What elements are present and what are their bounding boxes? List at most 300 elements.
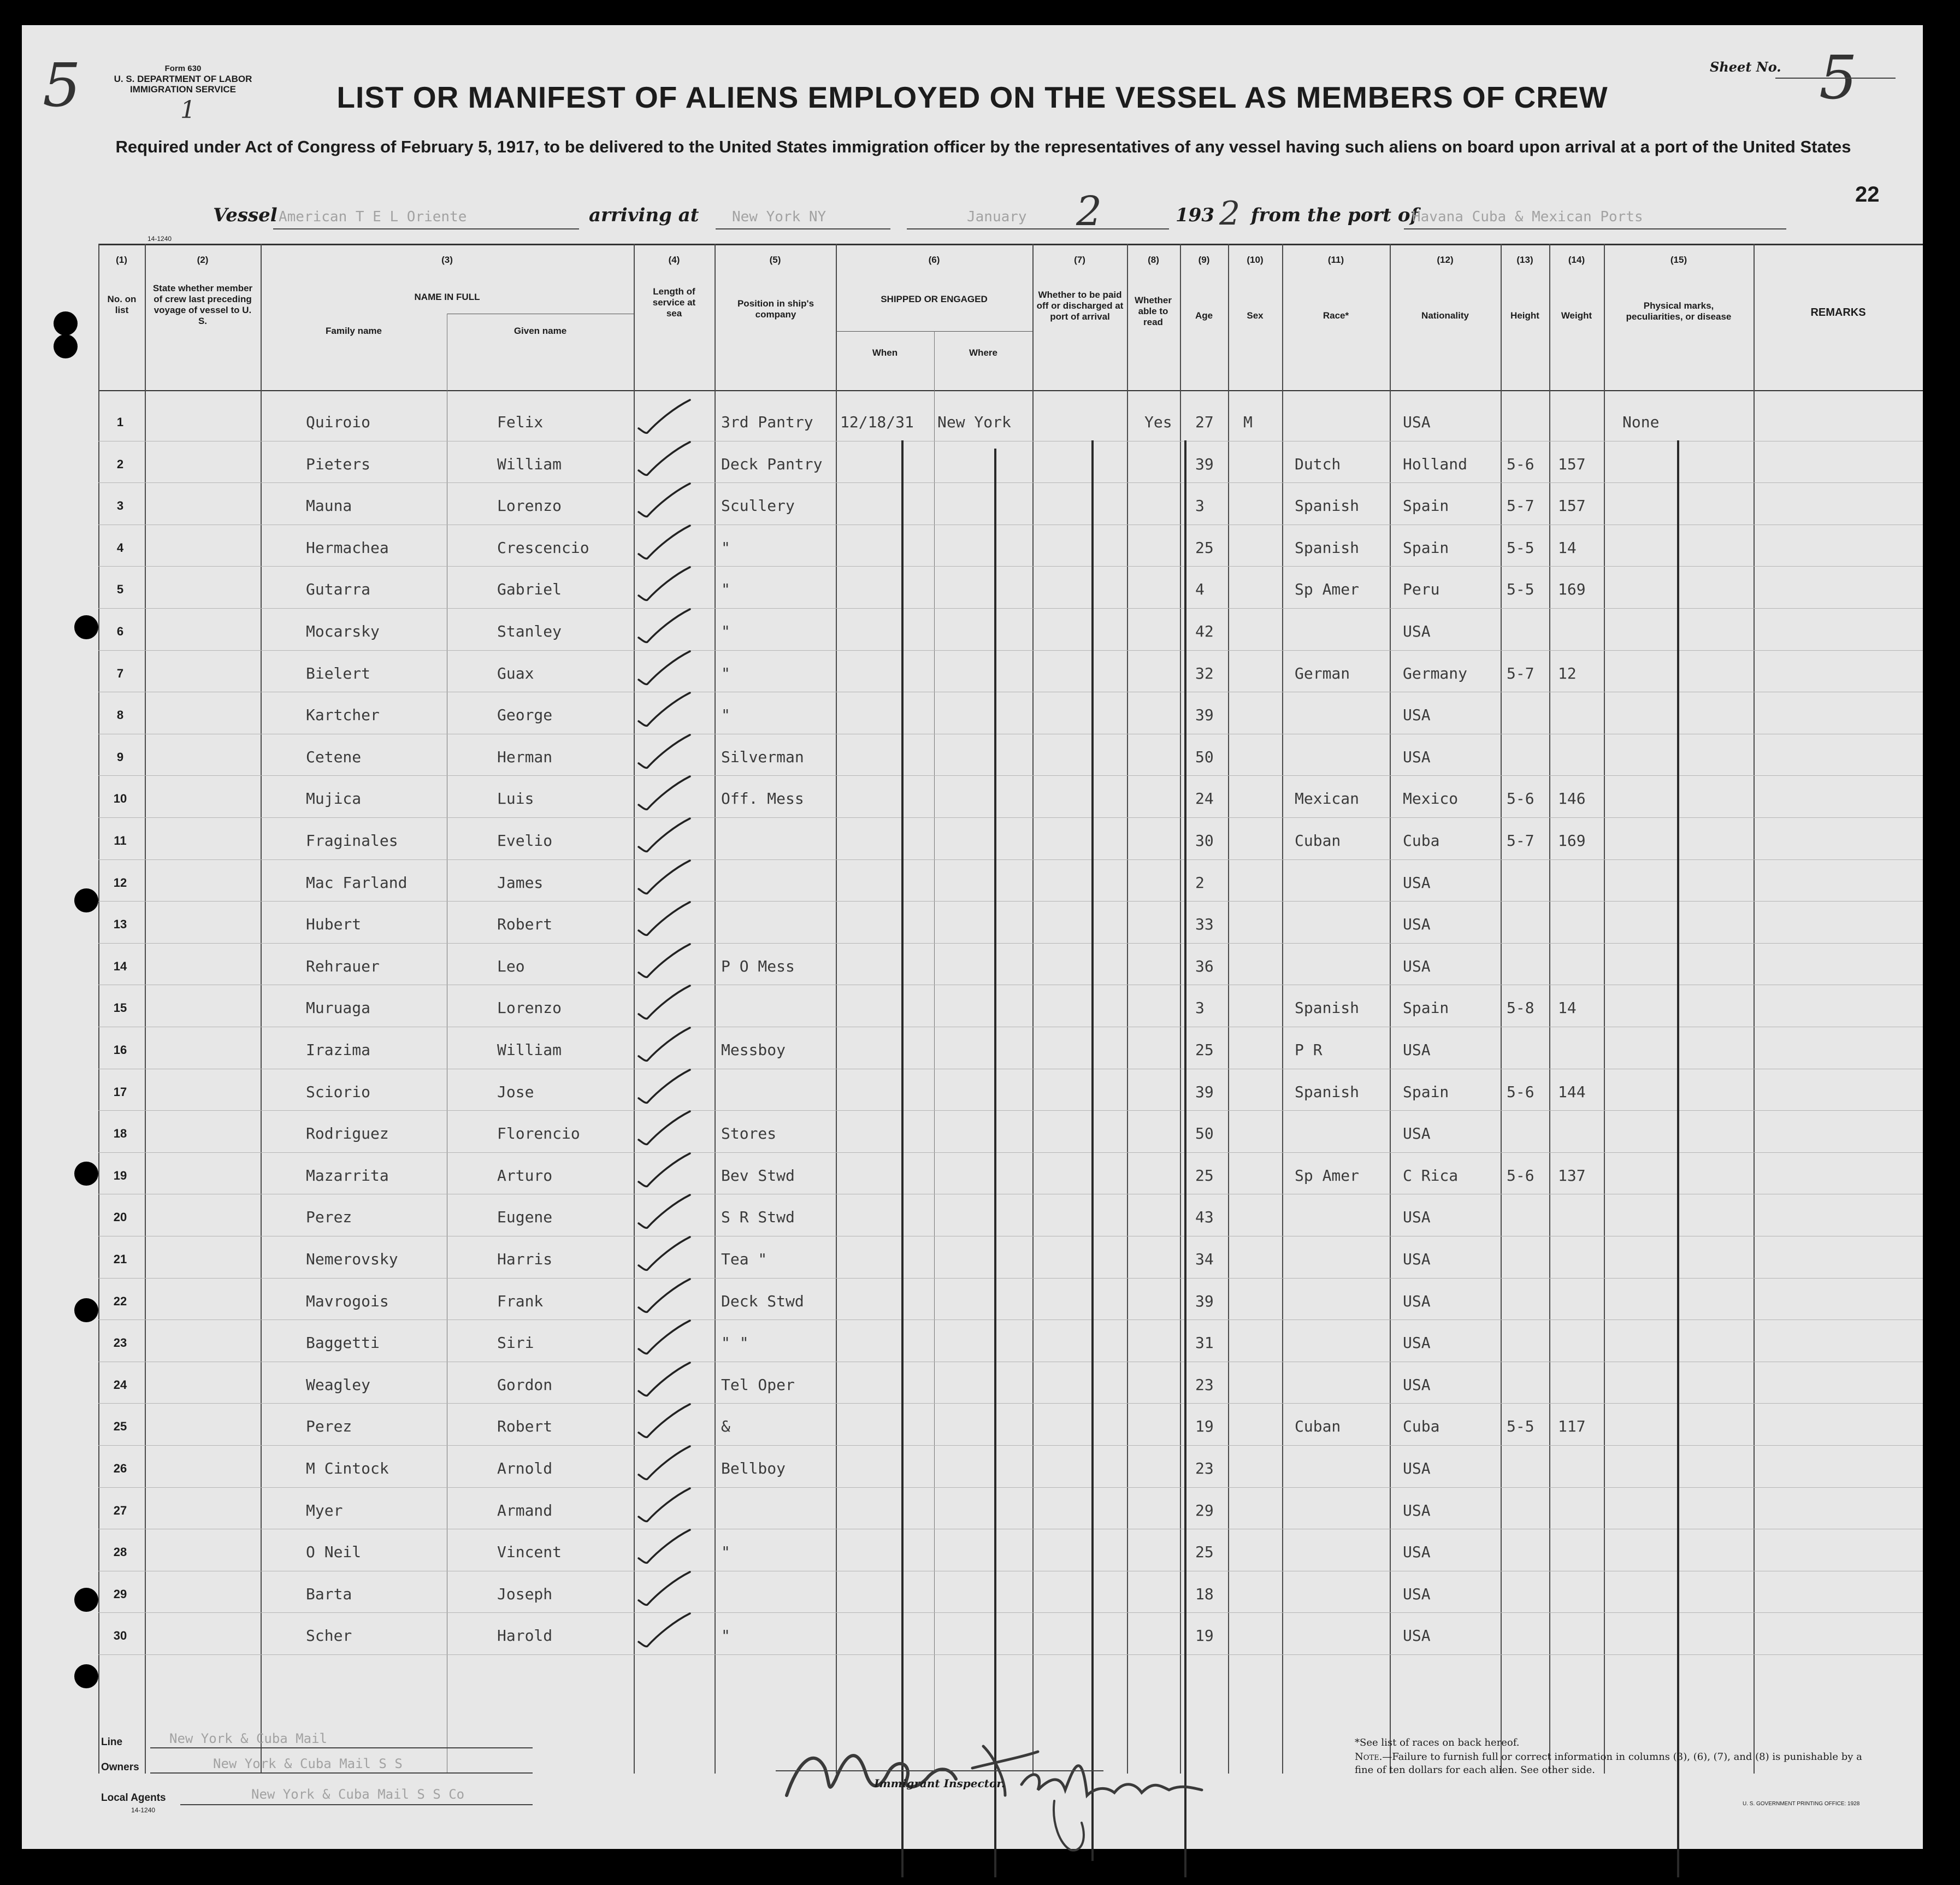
punch-hole <box>74 888 98 912</box>
col4-number: (4) <box>668 255 680 265</box>
col14-number: (14) <box>1568 255 1585 265</box>
table-row <box>22 1156 1923 1197</box>
row-divider <box>98 482 1923 483</box>
service-name: IMMIGRATION SERVICE <box>130 84 236 95</box>
punch-hole <box>74 1298 98 1322</box>
col8-heading: Whether able to read <box>1135 295 1172 327</box>
weight: 169 <box>1558 832 1586 850</box>
row-divider <box>98 650 1923 651</box>
arriving-port: New York NY <box>732 209 826 225</box>
given-name: Arturo <box>497 1166 553 1185</box>
given-name: Armand <box>497 1501 553 1519</box>
row-number: 21 <box>113 1252 127 1266</box>
row-divider <box>98 1152 1923 1153</box>
arrival-day: 2 <box>1076 188 1102 235</box>
check-mark-icon <box>631 522 696 564</box>
col5-heading: Position in ship's company <box>737 298 814 320</box>
races-note: *See list of races on back hereof. <box>1355 1737 1520 1748</box>
row-number: 28 <box>113 1545 127 1559</box>
col1-heading: No. on list <box>107 294 137 315</box>
col10-heading: Sex <box>1247 310 1264 321</box>
given-name: Siri <box>497 1334 534 1352</box>
row-number: 3 <box>116 499 124 513</box>
family-name: Quiroio <box>306 413 371 431</box>
table-row <box>22 1072 1923 1114</box>
row-divider <box>98 1654 1923 1655</box>
family-name: Cetene <box>306 747 362 766</box>
row-divider <box>98 566 1923 567</box>
table-row <box>22 1616 1923 1657</box>
given-name: Guax <box>497 664 534 682</box>
vessel-label: Vessel <box>213 204 278 226</box>
age: 50 <box>1195 1124 1214 1143</box>
manifest-sheet <box>22 25 1923 1849</box>
given-name: Frank <box>497 1292 544 1310</box>
age: 19 <box>1195 1627 1214 1645</box>
given-name: Robert <box>497 1417 553 1436</box>
race: Sp Amer <box>1295 1166 1360 1185</box>
nationality: Peru <box>1403 580 1440 599</box>
col2-heading: State whether member of crew last preceding voyage of vessel to U. S. <box>152 283 253 326</box>
family-name: Barta <box>306 1584 352 1603</box>
check-mark-icon <box>631 648 696 690</box>
col8-number: (8) <box>1148 255 1159 265</box>
position: " <box>721 1627 730 1645</box>
given-name: Arnold <box>497 1459 553 1477</box>
printing-office: U. S. GOVERNMENT PRINTING OFFICE: 1928 <box>1743 1801 1860 1807</box>
race: P R <box>1295 1041 1323 1059</box>
nationality: USA <box>1403 622 1431 640</box>
nationality: Cuba <box>1403 1417 1440 1436</box>
given-name: Harold <box>497 1627 553 1645</box>
family-name: Rehrauer <box>306 957 380 975</box>
position: Messboy <box>721 1041 786 1059</box>
col7-heading: Whether to be paid off or discharged at port of arrival <box>1036 290 1124 322</box>
row-divider <box>98 608 1923 609</box>
agents-label: Local Agents <box>101 1792 166 1804</box>
row-number: 2 <box>116 457 124 471</box>
given-name: Crescencio <box>497 538 589 557</box>
position: Tel Oper <box>721 1375 795 1394</box>
position: & <box>721 1417 730 1436</box>
weight: 12 <box>1558 664 1577 682</box>
row-number: 1 <box>116 415 124 429</box>
row-number: 12 <box>113 875 127 890</box>
table-row <box>22 695 1923 737</box>
col12-heading: Nationality <box>1421 310 1469 321</box>
age: 3 <box>1195 999 1205 1017</box>
row-number: 22 <box>113 1294 127 1308</box>
age: 18 <box>1195 1584 1214 1603</box>
height: 5-6 <box>1507 790 1534 808</box>
handwritten-corner-number: 5 <box>43 50 81 120</box>
age: 32 <box>1195 664 1214 682</box>
col5-number: (5) <box>769 255 781 265</box>
nationality: USA <box>1403 1041 1431 1059</box>
form-number: Form 630 <box>164 64 202 73</box>
age: 31 <box>1195 1334 1214 1352</box>
sheet-number <box>1710 43 1896 113</box>
table-row <box>22 1114 1923 1155</box>
row-number: 5 <box>116 582 124 597</box>
weight: 14 <box>1558 538 1577 557</box>
check-mark-icon <box>631 1234 696 1275</box>
check-mark-icon <box>631 397 696 438</box>
year-suffix: 2 <box>1219 195 1241 233</box>
position: Bellboy <box>721 1459 786 1477</box>
age: 39 <box>1195 1082 1214 1101</box>
row-number: 10 <box>113 792 127 806</box>
penalty-note <box>1355 1751 1879 1777</box>
age: 3 <box>1195 497 1205 515</box>
agents-underline <box>180 1804 533 1805</box>
row-divider <box>98 1403 1923 1404</box>
table-row <box>22 1281 1923 1323</box>
family-name: Irazima <box>306 1041 371 1059</box>
family-name: M Cintock <box>306 1459 389 1477</box>
row-number: 14 <box>113 959 127 973</box>
col9-number: (9) <box>1198 255 1210 265</box>
given-name: William <box>497 1041 562 1059</box>
line-label: Line <box>101 1736 123 1748</box>
manifest-table <box>22 235 1923 1774</box>
age: 42 <box>1195 622 1214 640</box>
row-number: 26 <box>113 1462 127 1475</box>
nationality: Mexico <box>1403 790 1459 808</box>
family-name: Scher <box>306 1627 352 1645</box>
table-top-border <box>98 244 1923 245</box>
nationality: Cuba <box>1403 832 1440 850</box>
nationality: USA <box>1403 873 1431 892</box>
arriving-label: arriving at <box>589 204 699 226</box>
age: 25 <box>1195 1041 1214 1059</box>
row-number: 25 <box>113 1419 127 1434</box>
family-name: Mocarsky <box>306 622 380 640</box>
col13-number: (13) <box>1516 255 1533 265</box>
vessel-line <box>213 188 1797 237</box>
given-name: Evelio <box>497 832 553 850</box>
nationality: Germany <box>1403 664 1468 682</box>
row-number: 6 <box>116 625 124 638</box>
check-mark-icon <box>631 480 696 522</box>
position: " <box>721 1543 730 1562</box>
page-subtitle: Required under Act of Congress of February 5, 1917, to be delivered to the United States immigration officer by the representatives of any vessel having such aliens on board upon arrival at a port of the United States <box>115 137 1851 156</box>
punch-hole <box>74 1162 98 1186</box>
age: 39 <box>1195 1292 1214 1310</box>
age: 34 <box>1195 1250 1214 1268</box>
able-to-read: Yes <box>1144 413 1172 431</box>
given-name: Herman <box>497 747 553 766</box>
col7-number: (7) <box>1074 255 1085 265</box>
row-number: 15 <box>113 1001 127 1015</box>
shipped-when: 12/18/31 <box>840 413 914 431</box>
height: 5-6 <box>1507 1082 1534 1101</box>
row-number: 11 <box>114 834 127 847</box>
height: 5-7 <box>1507 832 1534 850</box>
position: " <box>721 622 730 640</box>
table-row <box>22 737 1923 779</box>
row-number: 29 <box>113 1587 127 1601</box>
race: Spanish <box>1295 497 1360 515</box>
height: 5-7 <box>1507 497 1534 515</box>
row-divider <box>98 943 1923 944</box>
given-name: Stanley <box>497 622 562 640</box>
check-mark-icon <box>631 732 696 773</box>
col6-heading: SHIPPED OR ENGAGED <box>881 294 988 304</box>
col3-heading: NAME IN FULL <box>414 292 480 302</box>
age: 43 <box>1195 1208 1214 1227</box>
col12-number: (12) <box>1437 255 1454 265</box>
table-row <box>22 1491 1923 1532</box>
col6a-heading: When <box>872 347 898 358</box>
given-name: Gabriel <box>497 580 562 599</box>
race: Cuban <box>1295 1417 1341 1436</box>
col13-heading: Height <box>1510 310 1539 321</box>
age: 33 <box>1195 915 1214 934</box>
race: Dutch <box>1295 455 1341 473</box>
note-body: —Failure to furnish full or correct information in columns (3), (6), (7), and (8) is punishable by a fine of ten dollars for each alien. See other side. <box>1355 1751 1862 1776</box>
row-divider <box>98 859 1923 860</box>
col15-number: (15) <box>1670 255 1687 265</box>
stamp-number: 22 <box>1855 182 1880 207</box>
weight: 157 <box>1558 455 1586 473</box>
row-divider <box>98 775 1923 776</box>
table-row <box>22 821 1923 862</box>
family-name: Baggetti <box>306 1334 380 1352</box>
col15-heading: Physical marks, peculiarities, or disease <box>1626 301 1732 322</box>
page-title: LIST OR MANIFEST OF ALIENS EMPLOYED ON THE VESSEL AS MEMBERS OF CREW <box>336 80 1608 114</box>
check-mark-icon <box>631 606 696 647</box>
position: Scullery <box>721 497 795 515</box>
family-name: Hubert <box>306 915 362 934</box>
height: 5-6 <box>1507 455 1534 473</box>
table-row <box>22 402 1923 444</box>
position: " <box>721 706 730 724</box>
col6b-heading: Where <box>969 347 997 358</box>
physical-marks: None <box>1622 413 1660 431</box>
row-number: 7 <box>116 666 124 680</box>
nationality: Holland <box>1403 455 1468 473</box>
position: Bev Stwd <box>721 1166 795 1185</box>
check-mark-icon <box>631 1067 696 1108</box>
position: P O Mess <box>721 957 795 975</box>
col6-number: (6) <box>928 255 940 265</box>
given-name: Leo <box>497 957 525 975</box>
from-port-label: from the port of <box>1251 204 1419 226</box>
table-row <box>22 1406 1923 1448</box>
ditto-stroke <box>901 440 904 1877</box>
nationality: Spain <box>1403 497 1449 515</box>
ditto-stroke <box>1184 440 1186 1877</box>
check-mark-icon <box>631 1527 696 1568</box>
family-name: Sciorio <box>306 1082 371 1101</box>
row-number: 27 <box>113 1503 127 1517</box>
col2-number: (2) <box>197 255 209 265</box>
check-mark-icon <box>631 1276 696 1317</box>
row-number: 17 <box>113 1085 127 1099</box>
given-name: Harris <box>497 1250 553 1268</box>
table-row <box>22 904 1923 946</box>
sheet-label: Sheet No. <box>1710 59 1781 75</box>
owners-label: Owners <box>101 1762 139 1773</box>
table-row <box>22 569 1923 611</box>
col1-number: (1) <box>116 255 127 265</box>
age: 25 <box>1195 538 1214 557</box>
family-name: Mujica <box>306 790 362 808</box>
height: 5-7 <box>1507 664 1534 682</box>
table-row <box>22 1448 1923 1490</box>
nationality: USA <box>1403 1334 1431 1352</box>
row-divider <box>98 901 1923 902</box>
family-name: Rodriguez <box>306 1124 389 1143</box>
punch-hole <box>54 311 78 335</box>
check-mark-icon <box>631 982 696 1024</box>
row-divider <box>98 817 1923 818</box>
check-mark-icon <box>631 1401 696 1442</box>
department-name: U. S. DEPARTMENT OF LABOR <box>114 74 252 84</box>
height: 5-5 <box>1507 538 1534 557</box>
weight: 144 <box>1558 1082 1586 1101</box>
row-number: 9 <box>116 750 124 764</box>
table-row <box>22 779 1923 820</box>
table-row <box>22 988 1923 1029</box>
ditto-stroke <box>1677 440 1679 1877</box>
table-row <box>22 863 1923 904</box>
given-name: Gordon <box>497 1375 553 1394</box>
weight: 137 <box>1558 1166 1586 1185</box>
position: Tea " <box>721 1250 768 1268</box>
race: Spanish <box>1295 538 1360 557</box>
age: 30 <box>1195 832 1214 850</box>
given-name: Felix <box>497 413 544 431</box>
race: Cuban <box>1295 832 1341 850</box>
position: Off. Mess <box>721 790 804 808</box>
inspector-line <box>776 1770 1103 1771</box>
check-mark-icon <box>631 1317 696 1359</box>
vessel-name: American T E L Oriente <box>279 209 467 225</box>
punch-hole <box>74 1664 98 1688</box>
nationality: Spain <box>1403 999 1449 1017</box>
nationality: USA <box>1403 1584 1431 1603</box>
family-name: Kartcher <box>306 706 380 724</box>
check-mark-icon <box>631 1485 696 1527</box>
height: 5-5 <box>1507 580 1534 599</box>
year-prefix: 193 <box>1176 204 1214 226</box>
nationality: USA <box>1403 1250 1431 1268</box>
family-name: Mac Farland <box>306 873 408 892</box>
family-name: Nemerovsky <box>306 1250 398 1268</box>
sex: M <box>1243 413 1253 431</box>
position: 3rd Pantry <box>721 413 813 431</box>
weight: 157 <box>1558 497 1586 515</box>
weight: 117 <box>1558 1417 1586 1436</box>
race: Spanish <box>1295 1082 1360 1101</box>
given-name: Lorenzo <box>497 497 562 515</box>
check-mark-icon <box>631 439 696 480</box>
row-number: 18 <box>113 1127 127 1141</box>
family-name: Gutarra <box>306 580 371 599</box>
age: 23 <box>1195 1459 1214 1477</box>
family-name: Fraginales <box>306 832 398 850</box>
row-divider <box>98 1445 1923 1446</box>
row-number: 13 <box>113 917 127 932</box>
check-mark-icon <box>631 1108 696 1150</box>
age: 24 <box>1195 790 1214 808</box>
table-print-code: 14-1240 <box>147 235 172 243</box>
sheet-number-line <box>1775 78 1896 79</box>
row-number: 23 <box>113 1336 127 1350</box>
nationality: USA <box>1403 1208 1431 1227</box>
given-name: George <box>497 706 553 724</box>
table-row <box>22 611 1923 653</box>
height: 5-5 <box>1507 1417 1534 1436</box>
check-mark-icon <box>631 1359 696 1401</box>
punch-hole <box>54 334 78 358</box>
nationality: USA <box>1403 957 1431 975</box>
row-number: 19 <box>113 1168 127 1182</box>
table-row <box>22 1197 1923 1239</box>
family-name: Perez <box>306 1208 352 1227</box>
check-mark-icon <box>631 1024 696 1066</box>
col14-heading: Weight <box>1561 310 1592 321</box>
check-mark-icon <box>631 941 696 982</box>
check-mark-icon <box>631 815 696 857</box>
age: 23 <box>1195 1375 1214 1394</box>
age: 4 <box>1195 580 1205 599</box>
ditto-stroke <box>994 449 996 1877</box>
nationality: C Rica <box>1403 1166 1459 1185</box>
position: " " <box>721 1334 749 1352</box>
owners-value: New York & Cuba Mail S S <box>213 1756 403 1771</box>
position: Silverman <box>721 747 804 766</box>
remarks-heading: REMARKS <box>1810 307 1866 319</box>
age: 50 <box>1195 747 1214 766</box>
arrival-month: January <box>967 209 1027 225</box>
date-underline <box>907 228 1169 229</box>
weight: 14 <box>1558 999 1577 1017</box>
family-name: Pieters <box>306 455 371 473</box>
punch-hole <box>74 615 98 639</box>
row-number: 24 <box>113 1377 127 1392</box>
footer <box>22 1724 1923 1845</box>
age: 39 <box>1195 706 1214 724</box>
given-name: Vincent <box>497 1543 562 1562</box>
position: Deck Pantry <box>721 455 823 473</box>
position: " <box>721 538 730 557</box>
given-name: Joseph <box>497 1584 553 1603</box>
header-bottom-border <box>98 390 1923 391</box>
owners-underline <box>150 1772 533 1774</box>
given-name: Jose <box>497 1082 534 1101</box>
height: 5-6 <box>1507 1166 1534 1185</box>
nationality: USA <box>1403 1459 1431 1477</box>
table-row <box>22 486 1923 527</box>
col9-heading: Age <box>1195 310 1213 321</box>
weight: 146 <box>1558 790 1586 808</box>
height: 5-8 <box>1507 999 1534 1017</box>
col3b-heading: Given name <box>513 326 567 336</box>
sheet-number-value: 5 <box>1819 43 1857 113</box>
col3a-heading: Family name <box>326 326 382 336</box>
col4-heading: Length of service at sea <box>652 286 696 319</box>
from-port-underline <box>1404 228 1786 229</box>
table-row <box>22 1574 1923 1616</box>
table-row <box>22 528 1923 569</box>
note-lead: Note. <box>1355 1751 1383 1763</box>
line-value: New York & Cuba Mail <box>169 1731 327 1746</box>
check-mark-icon <box>631 1192 696 1233</box>
nationality: Spain <box>1403 1082 1449 1101</box>
